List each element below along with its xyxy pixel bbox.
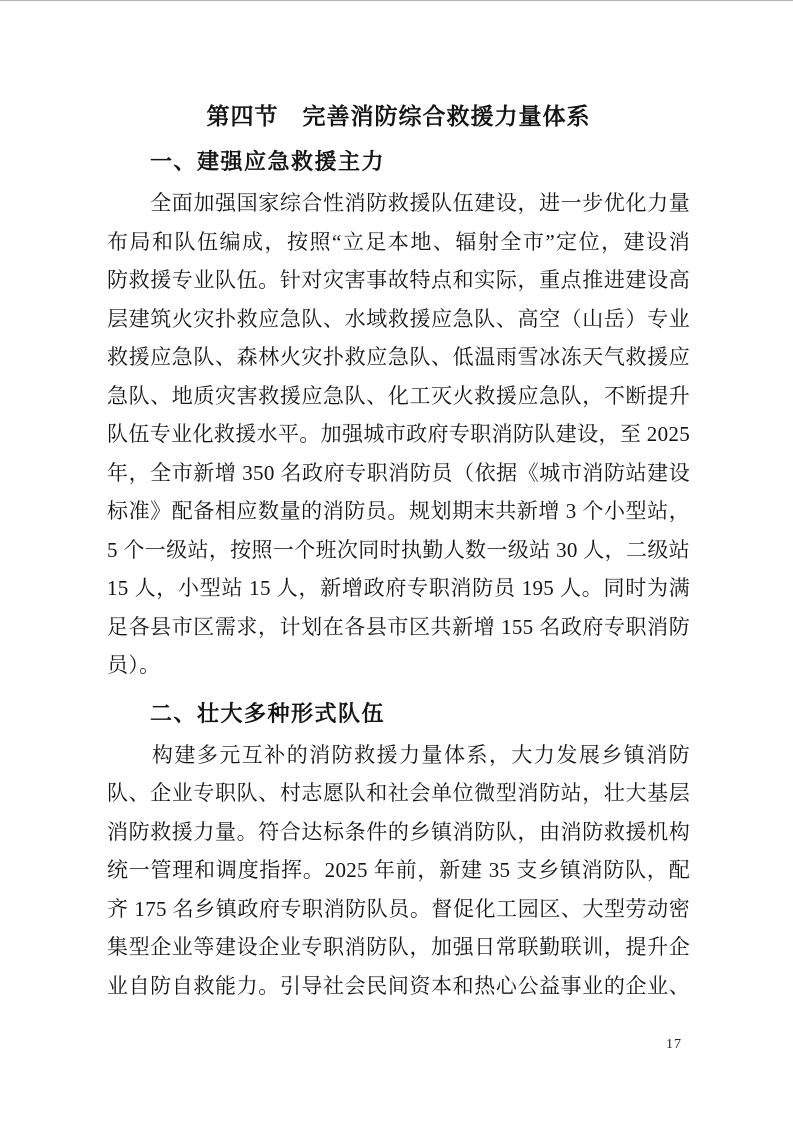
body-line: 标准》配备相应数量的消防员。规划期末共新增 3 个小型站，	[107, 499, 690, 523]
body-line: 5 个一级站，按照一个班次同时执勤人数一级站 30 人，二级站	[107, 537, 690, 562]
body-line: 足各县市区需求，计划在各县市区共新增 155 名政府专职消防	[107, 614, 690, 639]
body-line: 构建多元互补的消防救援力量体系，大力发展乡镇消防	[107, 742, 690, 767]
body-line: 防救援专业队伍。针对灾害事故特点和实际，重点推进建设高	[107, 268, 690, 292]
paragraph-1	[107, 184, 690, 685]
body-line: 队伍专业化救援水平。加强城市政府专职消防队建设，至 2025	[107, 422, 690, 446]
body-line: 层建筑火灾扑救应急队、水域救援应急队、高空（山岳）专业	[107, 306, 690, 331]
body-line: 15 人，小型站 15 人，新增政府专职消防员 195 人。同时为满	[107, 576, 690, 600]
page-number: 17	[666, 1037, 682, 1052]
body-line: 年，全市新增 350 名政府专职消防员（依据《城市消防站建设	[107, 460, 690, 485]
body-line: 布局和队伍编成，按照“立足本地、辐射全市”定位，建设消	[107, 229, 690, 254]
body-line: 急队、地质灾害救援应急队、化工灭火救援应急队，不断提升	[107, 383, 690, 408]
paragraph-2	[107, 736, 690, 1006]
subsection-heading-1: 一、建强应急救援主力	[150, 149, 386, 174]
body-line: 救援应急队、森林火灾扑救应急队、低温雨雪冰冻天气救援应	[107, 345, 690, 369]
body-line: 业自防自救能力。引导社会民间资本和热心公益事业的企业、	[107, 973, 690, 998]
subsection-heading-2: 二、壮大多种形式队伍	[150, 700, 386, 726]
body-line: 队、企业专职队、村志愿队和社会单位微型消防站，壮大基层	[107, 781, 690, 805]
body-line: 集型企业等建设企业专职消防队，加强日常联勤联训，提升企	[107, 935, 690, 959]
body-line: 统一管理和调度指挥。2025 年前，新建 35 支乡镇消防队，配	[107, 858, 690, 882]
body-line: 员）。	[107, 653, 161, 677]
body-line: 齐 175 名乡镇政府专职消防队员。督促化工园区、大型劳动密	[107, 896, 690, 921]
body-line: 消防救援力量。符合达标条件的乡镇消防队，由消防救援机构	[107, 819, 690, 844]
body-line: 全面加强国家综合性消防救援队伍建设，进一步优化力量	[107, 191, 690, 215]
section-title: 第四节 完善消防综合救援力量体系	[206, 104, 591, 129]
